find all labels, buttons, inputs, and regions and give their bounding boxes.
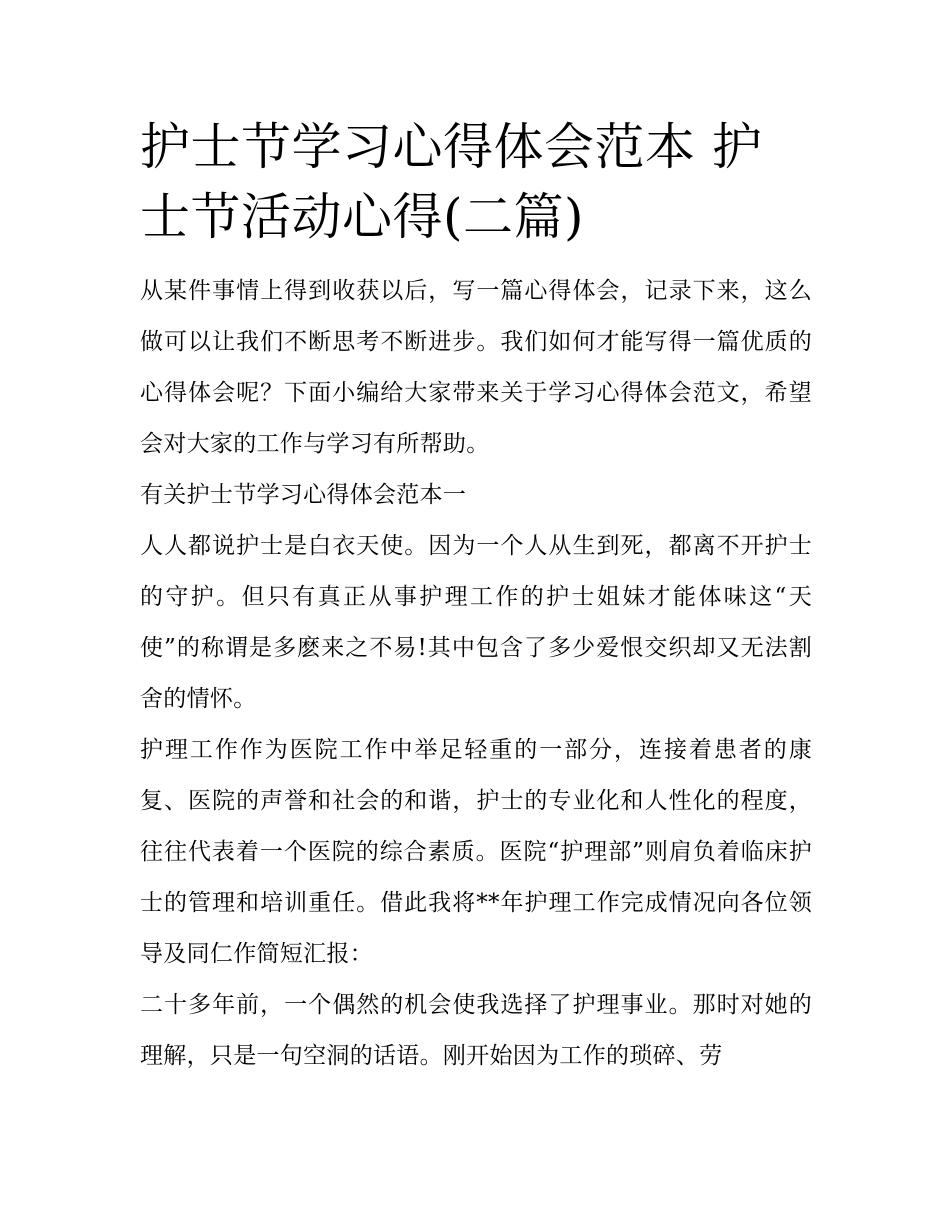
document-content xyxy=(140,112,812,1082)
document-title: 护士节学习心得体会范本 护士节活动心得(二篇) xyxy=(140,118,763,246)
body-paragraph: 人人都说护士是白衣天使。因为一个人从生到死，都离不开护士的守护。但只有真正从事护理工作的护士姐妹才能体味这“天使”的称谓是多麽来之不易!其中包含了多少爱恨交织却又无法割舍的情怀。 xyxy=(140,533,812,712)
intro-paragraph: 从某件事情上得到收获以后，写一篇心得体会，记录下来，这么做可以让我们不断思考不断进步。我们如何才能写得一篇优质的心得体会呢？下面小编给大家带来关于学习心得体会范文，希望会对大家的工作与学习有所帮助。 xyxy=(140,278,812,457)
body-paragraph: 护理工作作为医院工作中举足轻重的一部分，连接着患者的康复、医院的声誉和社会的和谐，护士的专业化和人性化的程度，往往代表着一个医院的综合素质。医院“护理部”则肩负着临床护士的管理和培训重任。借此我将**年护理工作完成情况向各位领导及同仁作简短汇报： xyxy=(140,737,812,967)
body-paragraph: 二十多年前，一个偶然的机会使我选择了护理事业。那时对她的理解，只是一句空洞的话语。刚开始因为工作的琐碎、劳 xyxy=(140,992,812,1069)
section-heading: 有关护士节学习心得体会范本一 xyxy=(140,482,467,508)
